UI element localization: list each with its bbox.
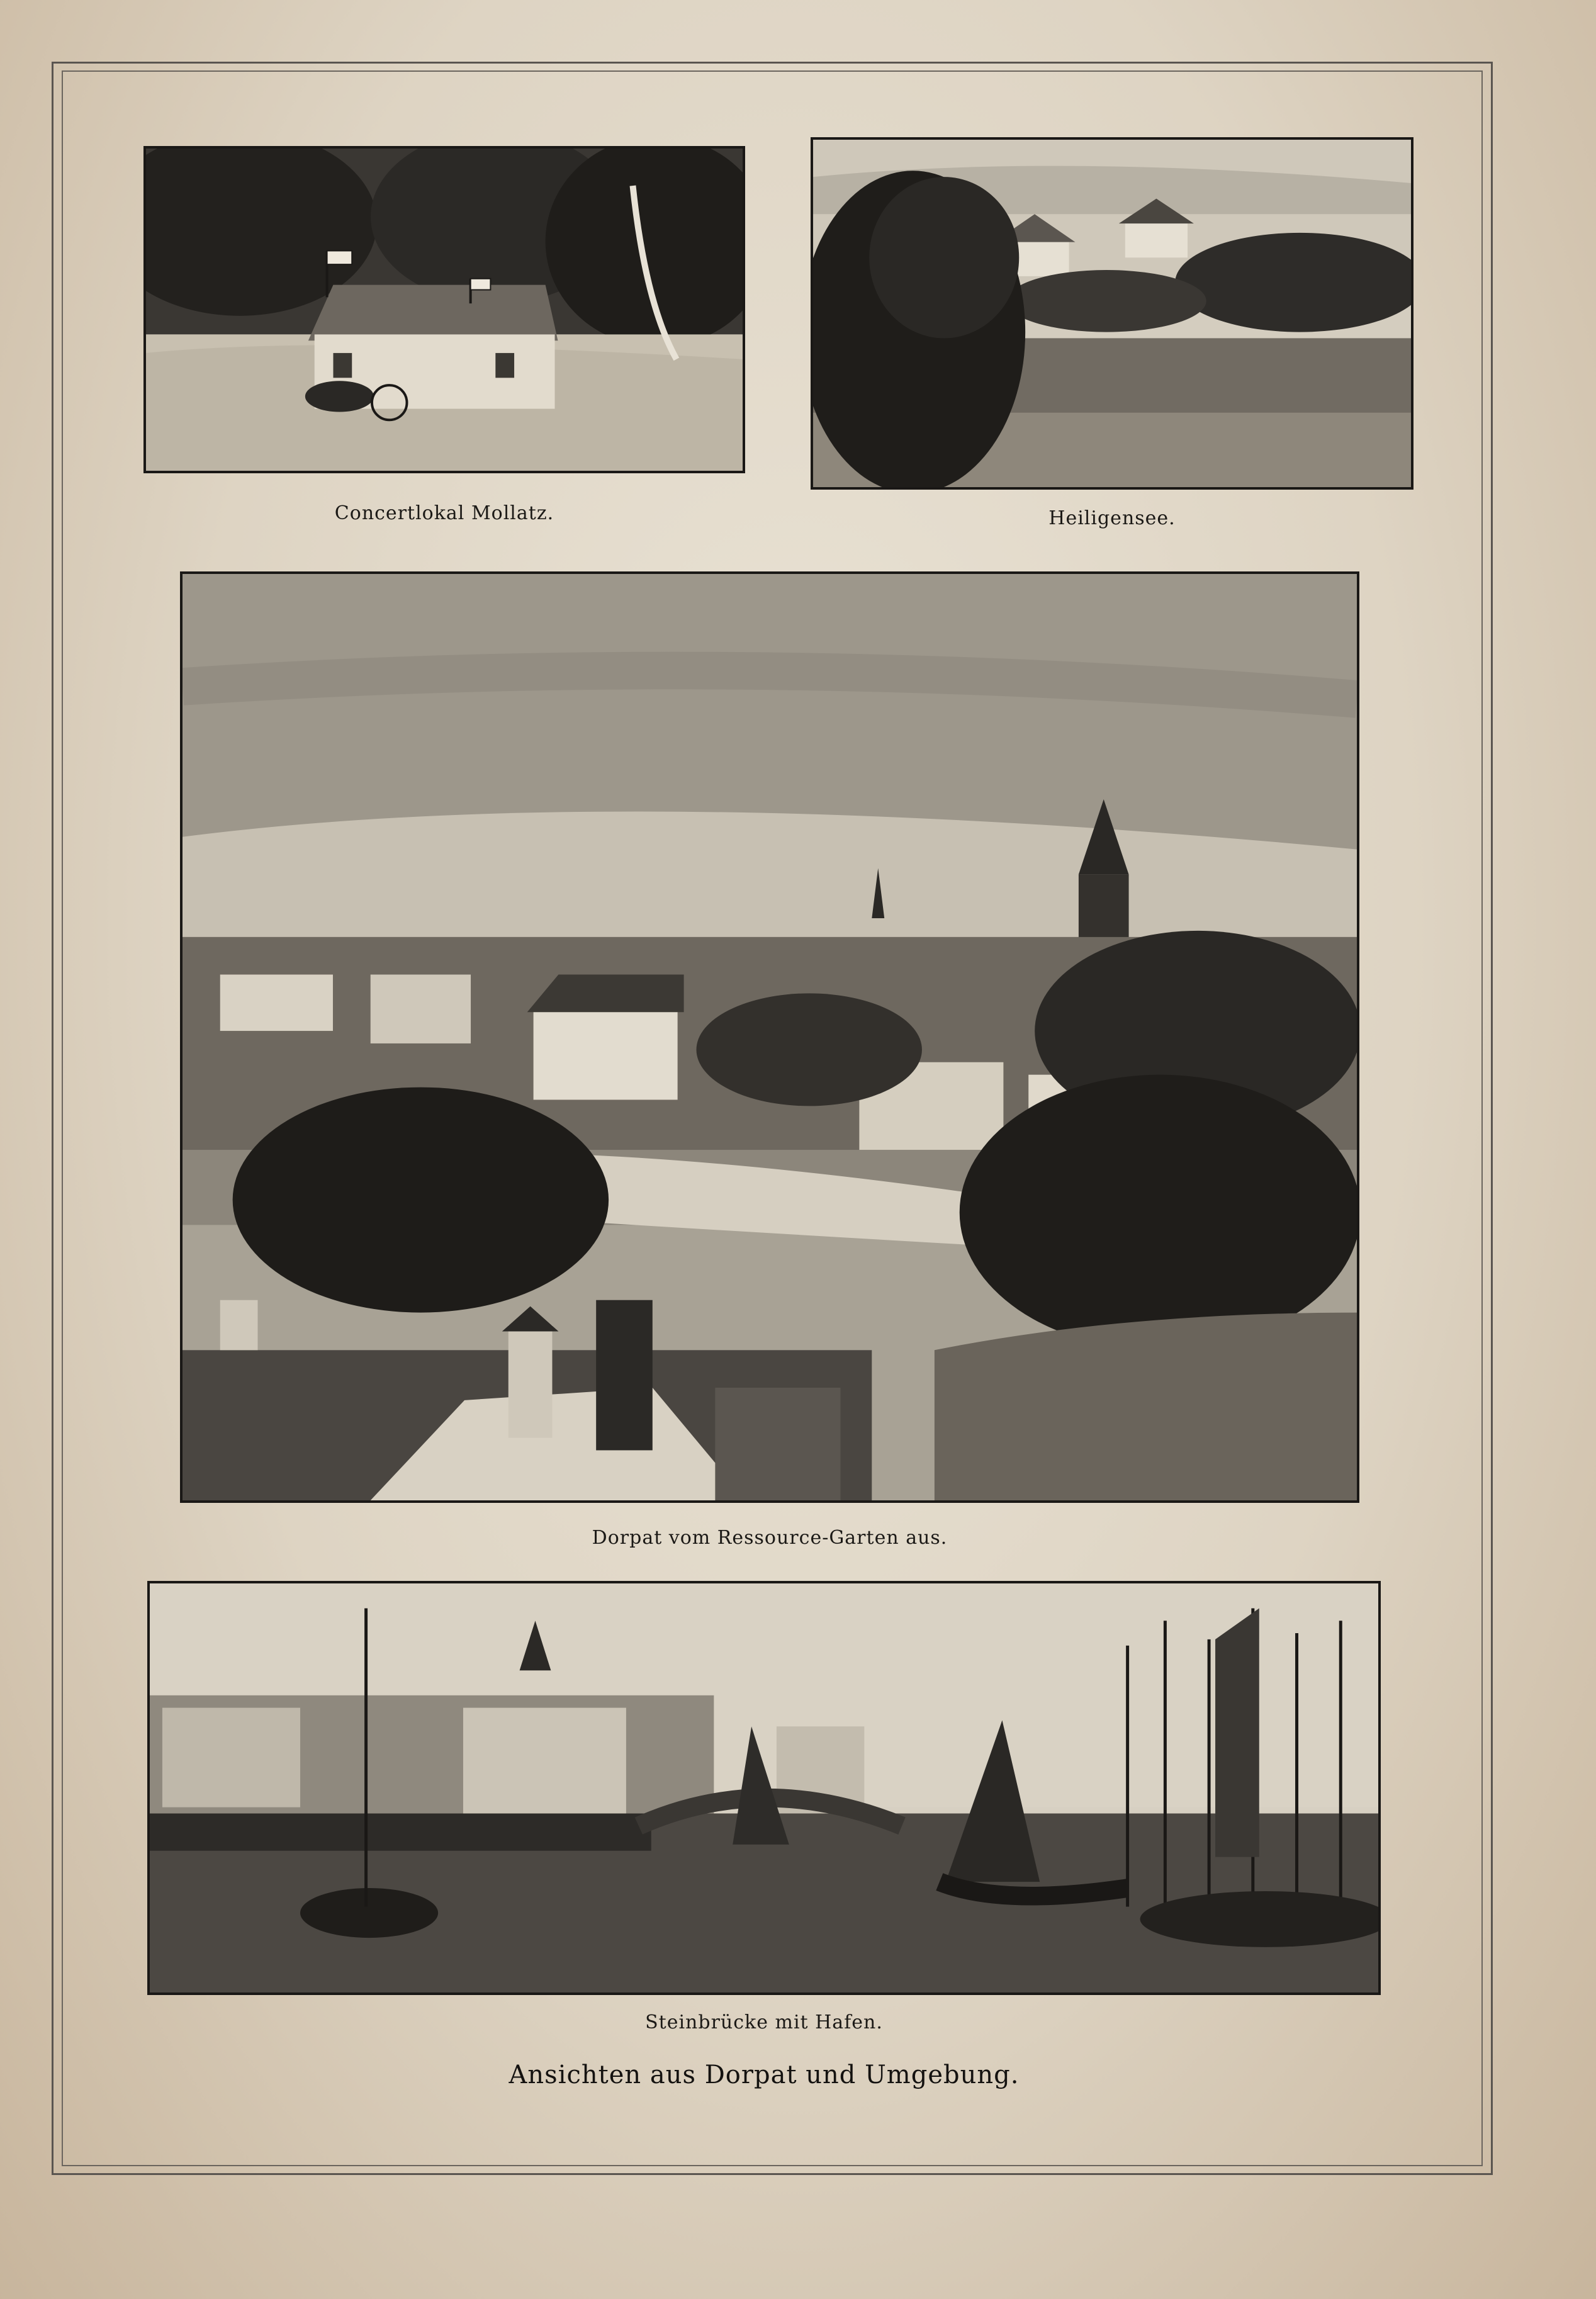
engraving-concertlokal-mollatz — [143, 146, 745, 473]
caption-steinbruecke-harbor: Steinbrücke mit Hafen. — [645, 2011, 883, 2033]
page-title: Ansichten aus Dorpat und Umgebung. — [509, 2060, 1020, 2089]
caption-concertlokal-mollatz: Concertlokal Mollatz. — [334, 502, 554, 524]
caption-dorpat-city-view: Dorpat vom Ressource-Garten aus. — [592, 1527, 948, 1549]
engraving-steinbruecke-harbor — [147, 1581, 1381, 1995]
caption-heiligensee: Heiligensee. — [1048, 507, 1176, 529]
engraving-dorpat-city-view — [180, 571, 1359, 1503]
engraving-heiligensee — [811, 137, 1413, 490]
